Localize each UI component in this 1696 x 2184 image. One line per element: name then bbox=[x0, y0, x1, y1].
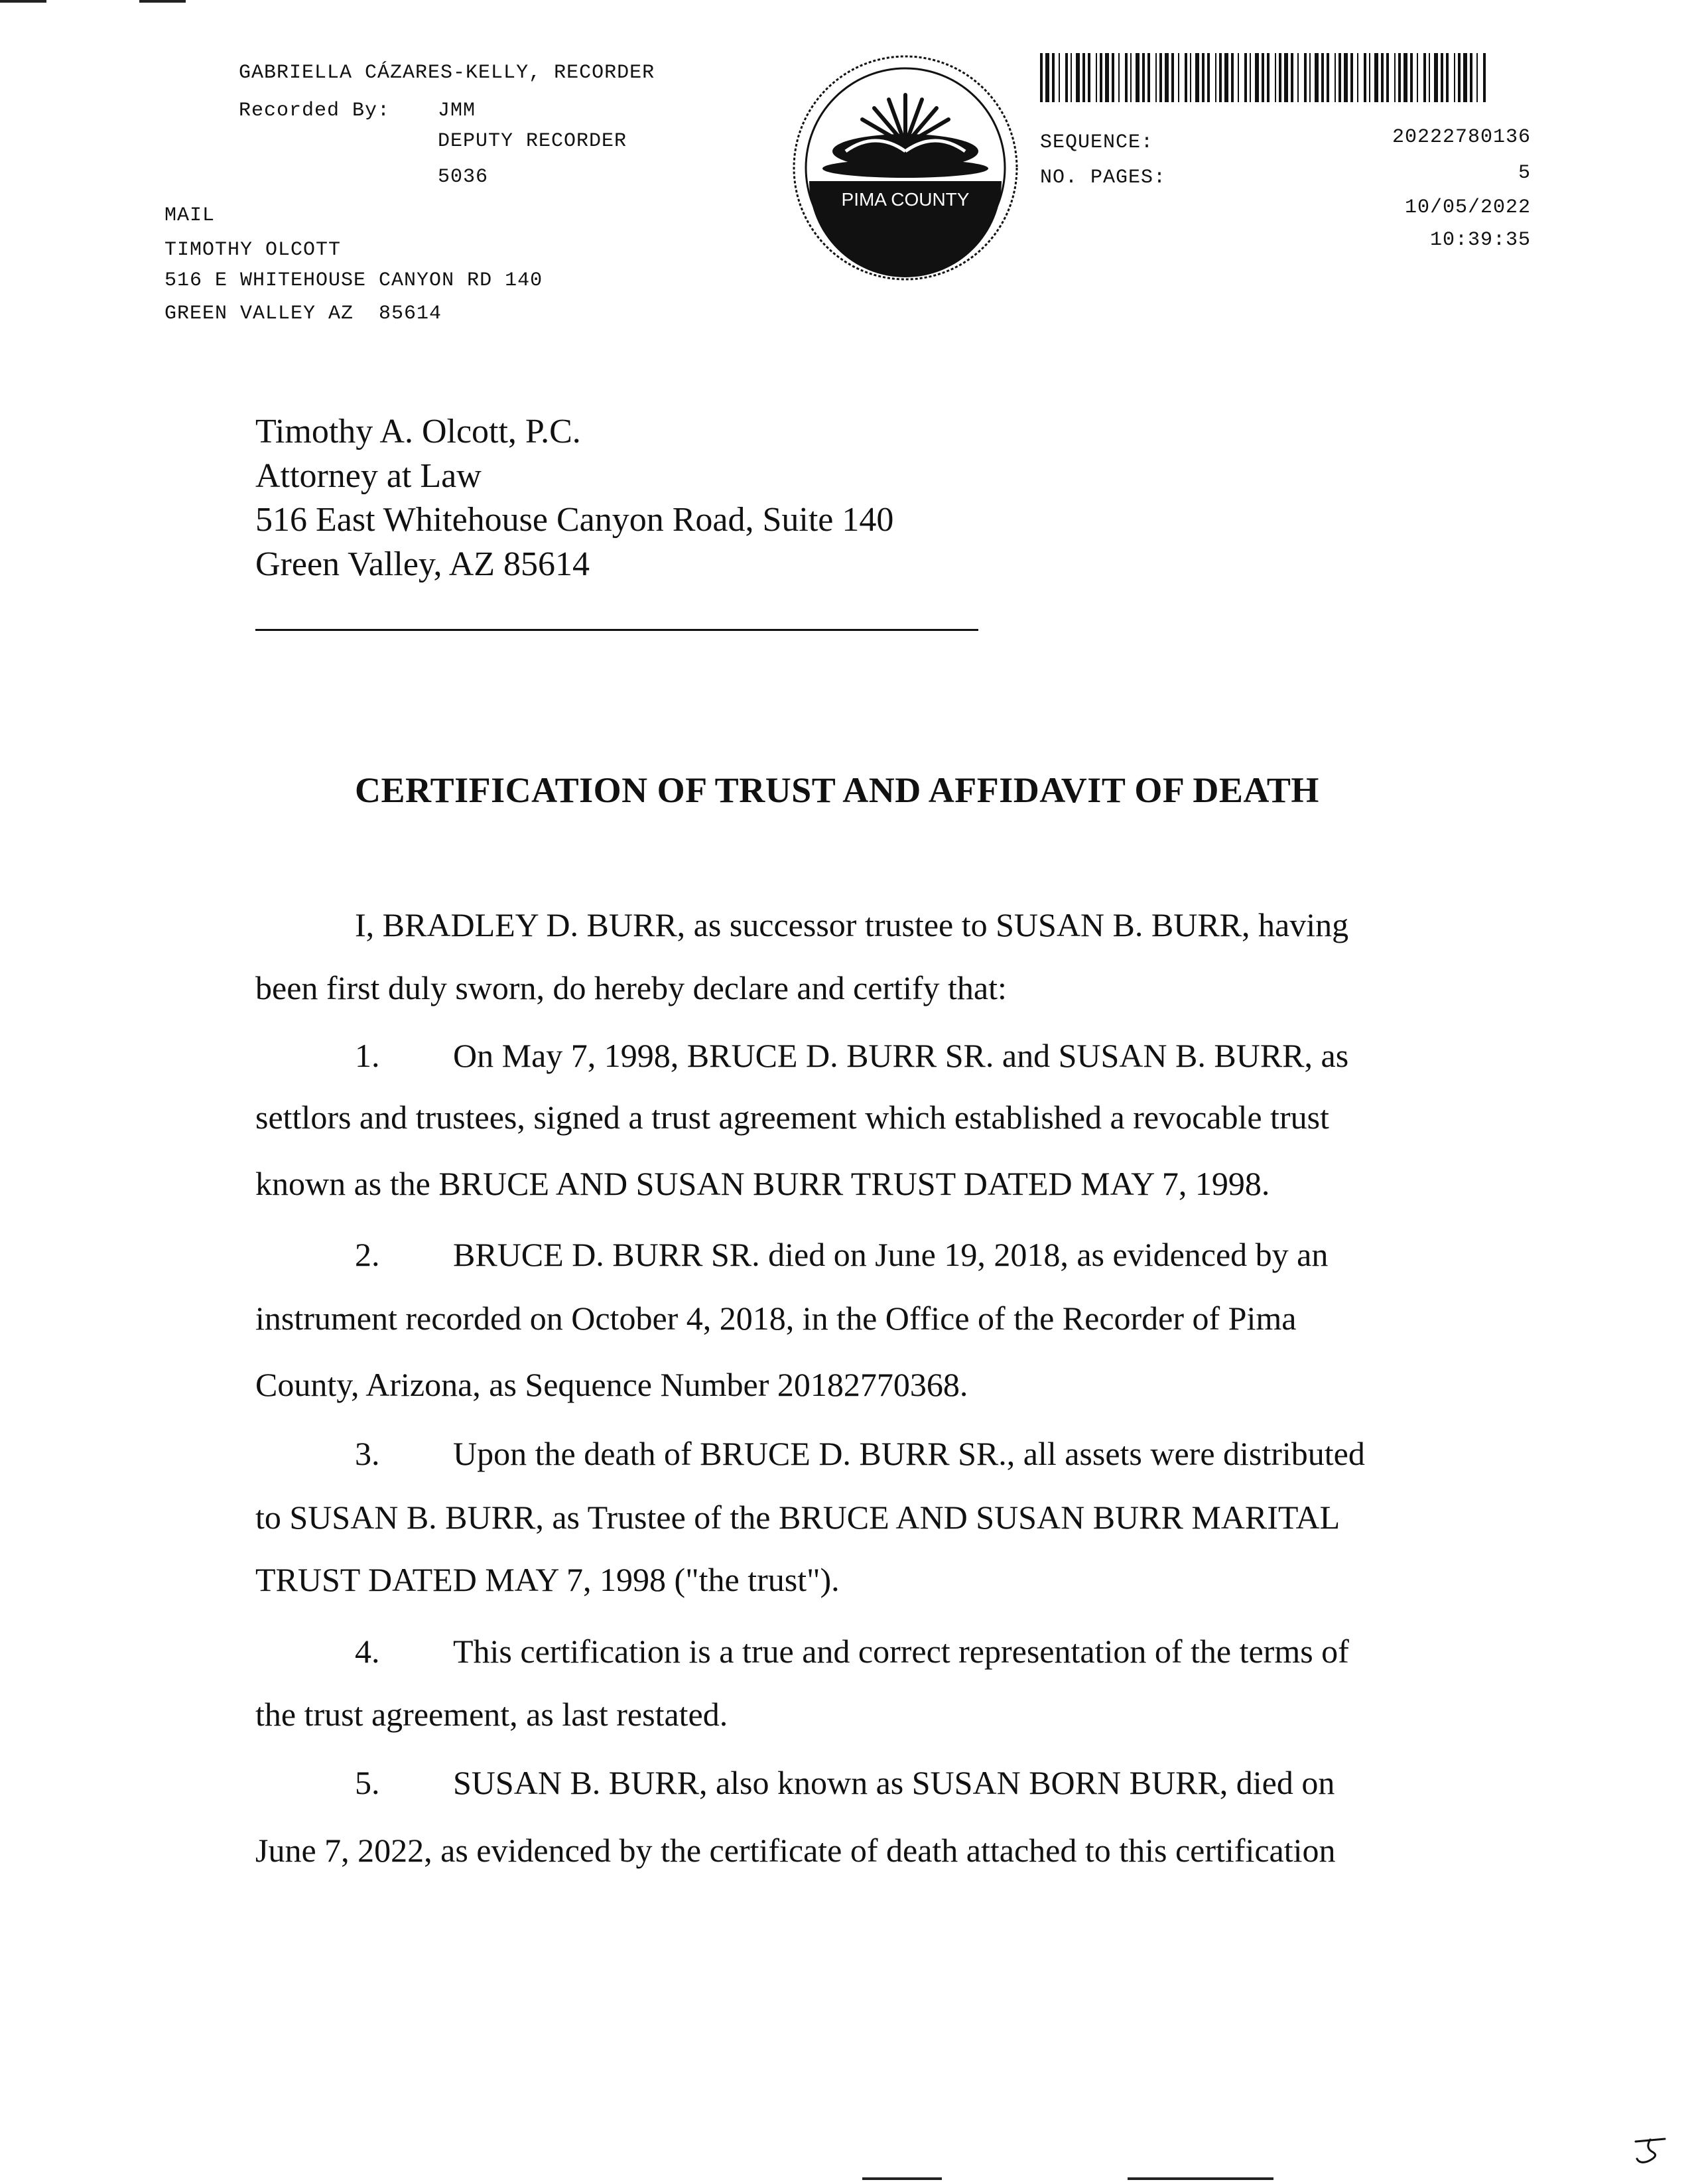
barcode-bar bbox=[1284, 53, 1288, 102]
item-2-line-2: instrument recorded on October 4, 2018, in the Office of the Recorder of Pima bbox=[255, 1300, 1297, 1337]
recording-date: 10/05/2022 bbox=[1404, 196, 1531, 219]
barcode-bar bbox=[1185, 53, 1187, 102]
barcode-bar bbox=[1374, 53, 1378, 102]
barcode-bar bbox=[1065, 53, 1068, 102]
barcode-bar bbox=[1224, 53, 1228, 102]
barcode-bar bbox=[1304, 53, 1307, 102]
barcode-bar bbox=[1262, 53, 1264, 102]
barcode-bar bbox=[1159, 53, 1162, 102]
barcode-bar bbox=[1207, 53, 1210, 102]
return-address-line2: Attorney at Law bbox=[255, 457, 482, 495]
barcode-bar bbox=[1059, 53, 1060, 102]
seal-text: PIMA COUNTY bbox=[841, 189, 970, 210]
barcode-bar bbox=[1147, 53, 1150, 102]
barcode-bar bbox=[1403, 53, 1407, 102]
barcode-bar bbox=[1364, 53, 1366, 102]
barcode-bar bbox=[1335, 53, 1336, 102]
barcode-bar bbox=[1483, 53, 1486, 102]
barcode-bar bbox=[1105, 53, 1109, 102]
item-number: 2. bbox=[355, 1236, 380, 1273]
barcode-bar bbox=[1178, 53, 1179, 102]
barcode-bar bbox=[1470, 53, 1472, 102]
barcode-bar bbox=[1267, 53, 1270, 102]
mail-street: 516 E WHITEHOUSE CANYON RD 140 bbox=[164, 269, 543, 292]
barcode-bar bbox=[1136, 53, 1140, 102]
barcode-bar bbox=[1291, 53, 1293, 102]
recording-time: 10:39:35 bbox=[1429, 229, 1531, 251]
intro-line-1: I, BRADLEY D. BURR, as successor trustee to SUSAN B. BURR, having bbox=[355, 906, 1349, 943]
barcode-bar bbox=[1112, 53, 1114, 102]
barcode-bar bbox=[1327, 53, 1329, 102]
barcode-bar bbox=[1279, 53, 1281, 102]
barcode-bar bbox=[1321, 53, 1324, 102]
scan-speck bbox=[139, 0, 186, 3]
item-number: 1. bbox=[355, 1037, 380, 1074]
handwritten-page-mark bbox=[1630, 2135, 1670, 2168]
intro-line-2: been first duly sworn, do hereby declare and certify that: bbox=[255, 969, 1007, 1006]
mail-name: TIMOTHY OLCOTT bbox=[164, 239, 342, 261]
pages-value: 5 bbox=[1518, 162, 1531, 184]
barcode-bar bbox=[1463, 53, 1467, 102]
barcode-bar bbox=[1275, 53, 1276, 102]
recorded-by-value: JMM bbox=[438, 100, 476, 122]
barcode-bar bbox=[1446, 53, 1449, 102]
sequence-value: 20222780136 bbox=[1392, 126, 1531, 149]
item-5-line-1: SUSAN B. BURR, also known as SUSAN BORN BURR, died on bbox=[453, 1764, 1335, 1801]
item-3-line-2: to SUSAN B. BURR, as Trustee of the BRUCE AND SUSAN BURR MARITAL bbox=[255, 1499, 1340, 1536]
item-number: 4. bbox=[355, 1633, 380, 1670]
return-address-line1: Timothy A. Olcott, P.C. bbox=[255, 413, 581, 450]
barcode-bar bbox=[1297, 53, 1299, 102]
barcode-bar bbox=[1315, 53, 1319, 102]
barcode-bar bbox=[1429, 53, 1430, 102]
item-1-line-1: On May 7, 1998, BRUCE D. BURR SR. and SUSAN B. BURR, as bbox=[453, 1037, 1349, 1074]
barcode-bar bbox=[1165, 53, 1169, 102]
barcode-bar bbox=[1040, 53, 1043, 102]
barcode-bar bbox=[1309, 53, 1311, 102]
barcode-bar bbox=[1458, 53, 1461, 102]
item-number: 5. bbox=[355, 1764, 380, 1801]
barcode-bar bbox=[1476, 53, 1478, 102]
mail-city: GREEN VALLEY AZ 85614 bbox=[164, 303, 442, 325]
barcode-bar bbox=[1434, 53, 1438, 102]
recorded-by-label: Recorded By: bbox=[239, 100, 391, 122]
barcode-bar bbox=[1417, 53, 1418, 102]
deputy-recorder: DEPUTY RECORDER bbox=[438, 130, 627, 153]
barcode-bar bbox=[1231, 53, 1234, 102]
barcode-bar bbox=[1255, 53, 1259, 102]
return-address-line3: 516 East Whitehouse Canyon Road, Suite 140 bbox=[255, 501, 894, 539]
return-address-line4: Green Valley, AZ 85614 bbox=[255, 545, 590, 583]
barcode-bar bbox=[1238, 53, 1239, 102]
barcode-bar bbox=[1142, 53, 1145, 102]
item-3-line-1: Upon the death of BRUCE D. BURR SR., all assets were distributed bbox=[453, 1435, 1365, 1472]
item-2-line-3: County, Arizona, as Sequence Number 20182770368. bbox=[255, 1366, 968, 1403]
barcode-bar bbox=[1125, 53, 1128, 102]
barcode-bar bbox=[1096, 53, 1097, 102]
barcode-bar bbox=[1155, 53, 1157, 102]
barcode-bar bbox=[1100, 53, 1102, 102]
barcode-bar bbox=[1423, 53, 1426, 102]
barcode-bar bbox=[1076, 53, 1080, 102]
barcode-bar bbox=[1410, 53, 1413, 102]
barcode-bar bbox=[1118, 53, 1120, 102]
barcode-bar bbox=[1045, 53, 1049, 102]
item-4-line-2: the trust agreement, as last restated. bbox=[255, 1696, 728, 1733]
barcode-bar bbox=[1350, 53, 1353, 102]
scan-speck bbox=[0, 0, 46, 3]
sequence-label: SEQUENCE: bbox=[1040, 131, 1154, 154]
item-1-line-3: known as the BRUCE AND SUSAN BURR TRUST DATED MAY 7, 1998. bbox=[255, 1165, 1270, 1202]
barcode-bar bbox=[1369, 53, 1370, 102]
barcode-bar bbox=[1344, 53, 1348, 102]
item-number: 3. bbox=[355, 1435, 380, 1472]
barcode-bar bbox=[1454, 53, 1455, 102]
barcode-bar bbox=[1082, 53, 1085, 102]
pima-county-seal bbox=[789, 52, 1021, 284]
barcode-bar bbox=[1195, 53, 1199, 102]
barcode-bar bbox=[1394, 53, 1396, 102]
barcode-bar bbox=[1088, 53, 1090, 102]
scan-speck bbox=[1128, 2177, 1273, 2180]
barcode-bar bbox=[1215, 53, 1216, 102]
barcode-bar bbox=[1171, 53, 1174, 102]
barcode-bar bbox=[1250, 53, 1251, 102]
barcode-bar bbox=[1130, 53, 1132, 102]
barcode-bar bbox=[1202, 53, 1205, 102]
barcode-bar bbox=[1219, 53, 1222, 102]
barcode-bar bbox=[1338, 53, 1341, 102]
barcode-bar bbox=[1357, 53, 1358, 102]
scan-speck bbox=[862, 2177, 942, 2180]
barcode-bar bbox=[1441, 53, 1443, 102]
barcode-bar bbox=[1190, 53, 1191, 102]
mail-label: MAIL bbox=[164, 204, 216, 227]
item-5-line-2: June 7, 2022, as evidenced by the certificate of death attached to this certification bbox=[255, 1832, 1336, 1869]
barcode-bar bbox=[1398, 53, 1401, 102]
barcode-bar bbox=[1381, 53, 1384, 102]
document-title: CERTIFICATION OF TRUST AND AFFIDAVIT OF DEATH bbox=[355, 770, 1319, 810]
item-2-line-1: BRUCE D. BURR SR. died on June 19, 2018, as evidenced by an bbox=[453, 1236, 1329, 1273]
item-3-line-3: TRUST DATED MAY 7, 1998 ("the trust"). bbox=[255, 1561, 840, 1598]
recording-barcode bbox=[1040, 53, 1490, 102]
recorder-name: GABRIELLA CÁZARES-KELLY, RECORDER bbox=[239, 62, 655, 84]
barcode-bar bbox=[1386, 53, 1389, 102]
address-divider bbox=[255, 629, 978, 631]
item-4-line-1: This certification is a true and correct representation of the terms of bbox=[453, 1633, 1349, 1670]
item-1-line-2: settlors and trustees, signed a trust agreement which established a revocable trust bbox=[255, 1099, 1329, 1136]
barcode-bar bbox=[1052, 53, 1055, 102]
deputy-number: 5036 bbox=[438, 166, 489, 188]
pages-label: NO. PAGES: bbox=[1040, 167, 1167, 189]
barcode-bar bbox=[1244, 53, 1247, 102]
barcode-bar bbox=[1071, 53, 1072, 102]
